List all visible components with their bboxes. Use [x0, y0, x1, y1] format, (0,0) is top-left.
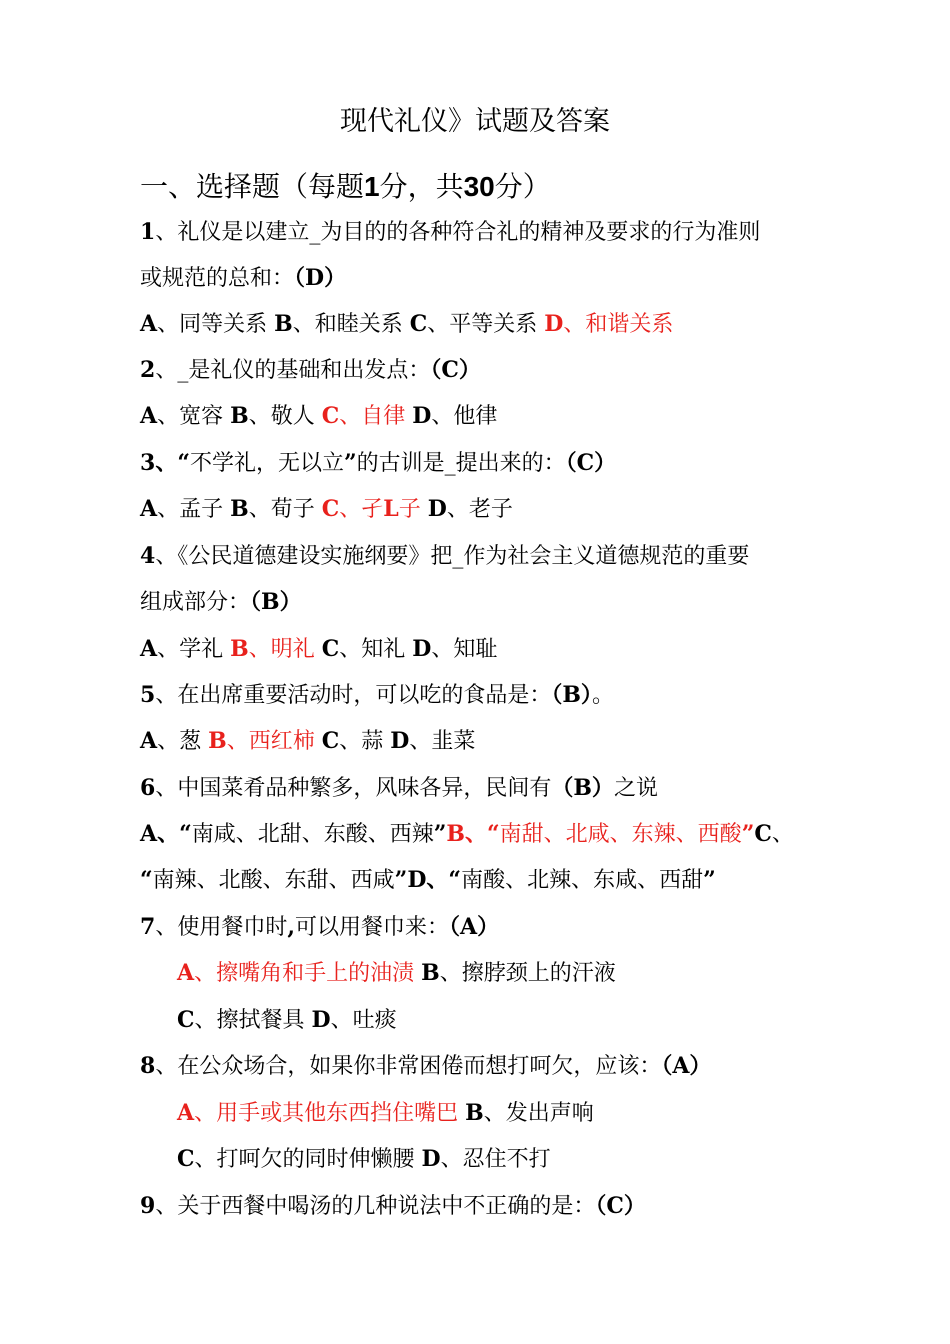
question-text: 的古训是_提出来的：: [356, 451, 566, 476]
option-text: 、同等关系: [157, 312, 268, 337]
question-8: [140, 1048, 930, 1085]
question-4-cont: [140, 584, 930, 621]
question-number: 5: [140, 682, 156, 708]
option-text: 、他律: [431, 404, 498, 429]
question-1-cont: [140, 260, 930, 297]
question-text: 、_是礼仪的基础和出发点：: [155, 358, 431, 383]
correct-option-text: 、用手或其他东西挡住嘴巴: [194, 1101, 459, 1126]
option-letter: D: [407, 867, 427, 893]
close-quote: ”: [394, 867, 408, 893]
correct-option-text: L: [383, 496, 399, 522]
option-text: 、擦脖颈上的汗液: [439, 961, 616, 986]
correct-option-text: 子: [398, 497, 421, 522]
question-7-options: [177, 955, 930, 992]
question-text: 、中国菜肴品种繁多，风味各异，民间有: [155, 776, 552, 801]
option-letter: A: [140, 821, 158, 847]
option-text: 、学礼: [157, 637, 224, 662]
option-text: 、打呵欠的同时伸懒腰: [194, 1147, 415, 1172]
open-quote: 、“: [426, 867, 462, 893]
option-text: 、蒜: [339, 729, 384, 754]
option-letter: B: [230, 496, 249, 522]
comma: ,: [287, 914, 295, 940]
open-quote: 、“: [157, 821, 192, 847]
option-letter: A: [140, 311, 158, 337]
option-text: 、知礼: [339, 637, 406, 662]
question-8-options-cont: [177, 1141, 930, 1178]
question-text: 之说: [613, 776, 658, 801]
question-number: 4: [140, 543, 156, 569]
question-text: 、使用餐巾时: [155, 915, 288, 940]
question-2: [140, 352, 930, 389]
option-text: 、敬人: [248, 404, 315, 429]
option-letter: C: [177, 1007, 195, 1033]
option-letter: A: [140, 728, 158, 754]
open-quote: “: [140, 867, 153, 893]
section-suffix: 分）: [494, 170, 551, 203]
option-letter: C: [321, 728, 340, 754]
correct-option-text: 、和谐关系: [563, 312, 674, 337]
option-letter: A: [140, 403, 158, 429]
question-6-options-cont: [140, 862, 930, 899]
correct-option-text: 、明礼: [248, 637, 315, 662]
question-text: 或规范的总和：: [140, 266, 295, 291]
option-text: 、知耻: [431, 637, 498, 662]
option-letter: D: [421, 1146, 441, 1172]
document-title: 现代礼仪》试题及答案: [340, 106, 610, 137]
option-letter: B: [230, 403, 249, 429]
section-total-points: 30: [463, 171, 495, 202]
question-1: [140, 214, 930, 251]
question-answer: （D）: [294, 265, 347, 291]
correct-option-letter: C: [321, 403, 340, 429]
option-text: 、平等关系: [427, 312, 538, 337]
question-7: [140, 909, 930, 946]
section-mid: 分，共: [379, 170, 464, 203]
question-9: [140, 1188, 930, 1225]
close-quote: ”: [343, 450, 357, 476]
question-number: 3: [140, 450, 156, 476]
option-text: 、韭菜: [409, 729, 476, 754]
option-text: 南咸、北甜、东酸、西辣: [191, 822, 434, 847]
correct-option-letter: A: [177, 960, 195, 986]
option-letter: D: [311, 1007, 331, 1033]
close-quote: ”: [433, 821, 447, 847]
option-letter: A: [140, 636, 158, 662]
option-letter: C: [754, 821, 772, 847]
correct-option-text: 南甜、北咸、东辣、西酸: [499, 822, 742, 847]
option-separator: 、: [771, 822, 794, 847]
correct-option-letter: B: [230, 636, 249, 662]
option-letter: D: [427, 496, 447, 522]
question-answer: （C）: [565, 450, 617, 476]
question-end: 。: [591, 683, 614, 708]
option-letter: B: [274, 311, 293, 337]
correct-option-text: 、西红柿: [226, 729, 315, 754]
open-quote: 、“: [155, 450, 190, 476]
correct-option-letter: A: [177, 1100, 195, 1126]
question-text: 、在出席重要活动时，可以吃的食品是：: [155, 683, 552, 708]
question-text: 不学礼，无以立: [189, 451, 344, 476]
question-answer: （C）: [430, 357, 481, 383]
question-number: 8: [140, 1053, 156, 1079]
option-letter: D: [412, 403, 432, 429]
question-7-options-cont: [177, 1002, 930, 1039]
option-letter: B: [421, 960, 440, 986]
option-text: 、荀子: [248, 497, 315, 522]
question-1-options: [140, 306, 930, 343]
question-answer: （A）: [449, 914, 500, 940]
correct-option-text: 、自律: [339, 404, 406, 429]
option-text: 、擦拭餐具: [194, 1008, 305, 1033]
question-3: [140, 445, 930, 482]
option-letter: C: [177, 1146, 195, 1172]
option-letter: A: [140, 496, 158, 522]
question-text: 、礼仪是以建立_为目的的各种符合礼的精神及要求的行为准则: [155, 220, 761, 245]
option-text: 、葱: [157, 729, 202, 754]
question-6-options: [140, 816, 930, 853]
option-text: 、吐痰: [330, 1008, 397, 1033]
option-text: 、和睦关系: [292, 312, 403, 337]
section-heading: [140, 166, 551, 208]
correct-option-letter: D: [544, 311, 564, 337]
option-letter: B: [465, 1100, 484, 1126]
question-number: 9: [140, 1193, 156, 1219]
question-text: 、关于西餐中喝汤的几种说法中不正确的是：: [155, 1194, 596, 1219]
section-points-per-question: 1: [364, 171, 380, 202]
option-letter: C: [409, 311, 428, 337]
question-answer: （B）: [250, 589, 302, 615]
correct-option-letter: B: [446, 821, 466, 847]
correct-option-text: 、孑: [339, 497, 384, 522]
option-letter: D: [390, 728, 410, 754]
close-quote: ”: [741, 821, 755, 847]
question-2-options: [140, 398, 930, 435]
option-text: 、孟子: [157, 497, 224, 522]
correct-option-letter: B: [208, 728, 227, 754]
question-text: 组成部分：: [140, 590, 251, 615]
close-quote: ”: [703, 867, 716, 893]
question-answer: （C）: [595, 1193, 646, 1219]
question-answer: （B）: [551, 775, 614, 801]
question-4-options: [140, 631, 930, 668]
open-quote: 、“: [465, 821, 500, 847]
question-4: [140, 538, 930, 575]
option-text: 南辣、北酸、东甜、西咸: [152, 868, 395, 893]
question-5: [140, 677, 930, 714]
question-text: 可以用餐巾来：: [295, 915, 450, 940]
option-text: 、老子: [446, 497, 513, 522]
question-3-options: [140, 491, 930, 528]
question-number: 7: [140, 914, 156, 940]
option-letter: C: [321, 636, 340, 662]
question-8-options: [177, 1095, 930, 1132]
question-answer: （B）: [551, 682, 592, 708]
correct-option-letter: C: [321, 496, 340, 522]
section-prefix: 一、选择题（每题: [140, 170, 365, 203]
question-text: 、在公众场合，如果你非常困倦而想打呵欠，应该：: [155, 1054, 662, 1079]
question-number: 6: [140, 775, 156, 801]
question-answer: （A）: [661, 1053, 712, 1079]
question-number: 1: [140, 219, 156, 245]
question-text: 、《公民道德建设实施纲要》把_作为社会主义道德规范的重要: [155, 544, 750, 569]
question-5-options: [140, 723, 930, 760]
option-text: 南酸、北辣、东咸、西甜: [461, 868, 704, 893]
option-text: 、忍住不打: [440, 1147, 551, 1172]
option-text: 、发出声响: [483, 1101, 594, 1126]
option-letter: D: [412, 636, 432, 662]
correct-option-text: 、擦嘴角和手上的油渍: [194, 961, 415, 986]
question-number: 2: [140, 357, 156, 383]
option-text: 、宽容: [157, 404, 224, 429]
question-6: [140, 770, 930, 807]
